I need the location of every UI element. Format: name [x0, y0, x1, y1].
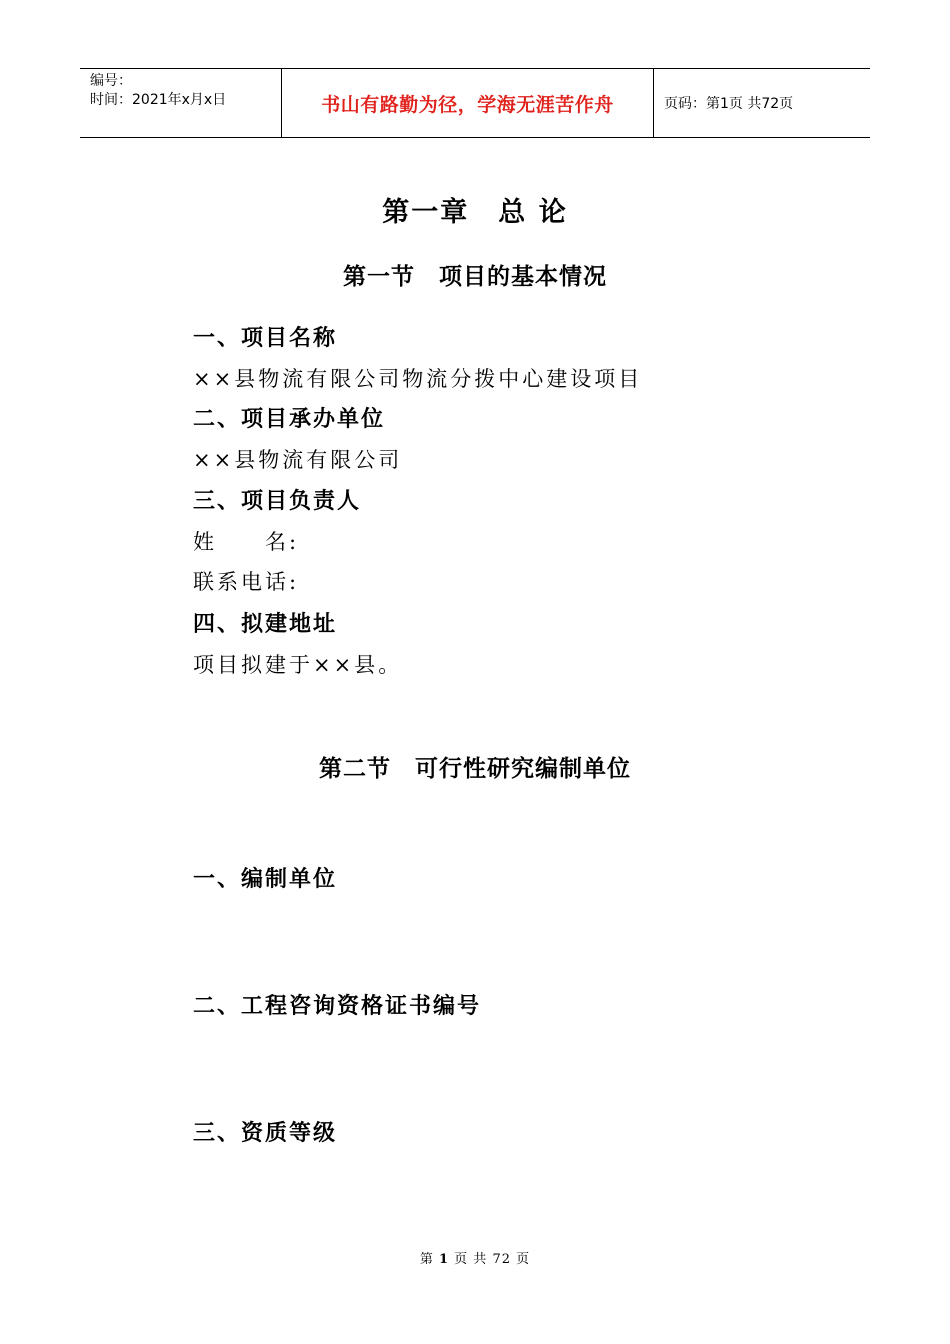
- document-header: [80, 68, 870, 138]
- project-name-value: ××县物流有限公司物流分拨中心建设项目: [193, 367, 643, 391]
- project-sponsor-value: ××县物流有限公司: [193, 448, 403, 472]
- footer-total-pages: 72: [492, 1252, 511, 1267]
- section-2-title: 第二节 可行性研究编制单位: [319, 755, 631, 782]
- section-1-title: 第一节 项目的基本情况: [343, 263, 607, 290]
- leader-name-label: 姓 名:: [193, 530, 300, 554]
- footer-page-number: 1: [438, 1252, 450, 1267]
- footer-suffix: 页: [516, 1252, 531, 1267]
- project-site-heading: 四、拟建地址: [193, 611, 338, 637]
- qualification-grade-heading: 三、资质等级: [193, 1120, 338, 1146]
- header-meta: [80, 69, 282, 137]
- certificate-number-heading: 二、工程咨询资格证书编号: [193, 993, 482, 1019]
- header-page-info: 页码：第1页 共72页: [664, 96, 794, 112]
- project-site-value: 项目拟建于××县。: [193, 653, 403, 677]
- document-number-label: 编号：: [90, 73, 132, 89]
- chapter-title: 第一章 总 论: [382, 197, 568, 228]
- footer-prefix: 第: [419, 1252, 434, 1267]
- leader-phone-label: 联系电话:: [193, 570, 300, 594]
- project-sponsor-heading: 二、项目承办单位: [193, 406, 386, 432]
- project-name-heading: 一、项目名称: [193, 325, 338, 351]
- project-leader-heading: 三、项目负责人: [193, 488, 362, 514]
- header-motto: 书山有路勤为径，学海无涯苦作舟: [282, 69, 654, 137]
- document-time-label: 时间：2021年x月x日: [90, 92, 227, 108]
- footer-middle: 页 共: [454, 1252, 488, 1267]
- compiling-unit-heading: 一、编制单位: [193, 866, 338, 892]
- page-footer: [0, 1248, 950, 1267]
